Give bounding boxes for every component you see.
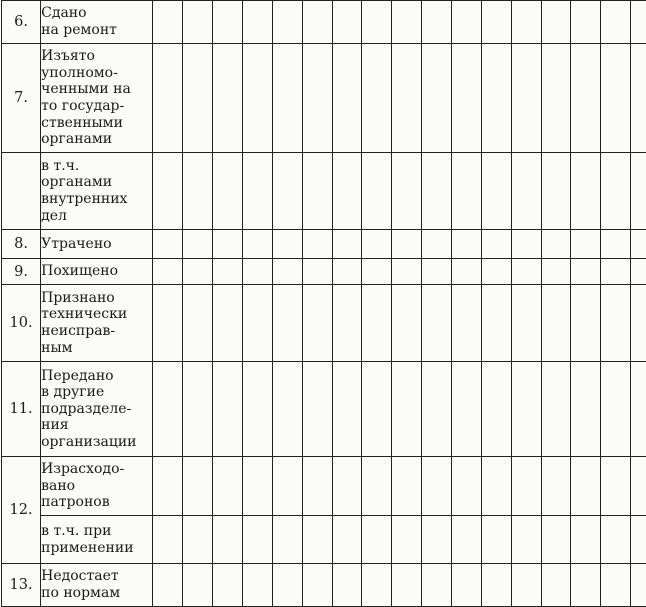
table-row — [2, 259, 646, 285]
blank-entry-cell — [422, 230, 452, 259]
blank-entry-cell — [631, 564, 646, 607]
blank-entry-cell — [302, 516, 332, 564]
blank-entry-cell — [422, 564, 452, 607]
blank-entry-cell — [302, 285, 332, 362]
blank-entry-cell — [153, 153, 183, 230]
blank-entry-cell — [362, 259, 392, 285]
blank-entry-cell — [511, 1, 541, 44]
table-row — [2, 1, 646, 44]
blank-entry-cell — [392, 153, 422, 230]
blank-entry-cell — [242, 259, 272, 285]
blank-entry-cell — [631, 230, 646, 259]
blank-entry-cell — [541, 516, 571, 564]
blank-entry-cell — [302, 259, 332, 285]
blank-entry-cell — [481, 153, 511, 230]
row-number: 8. — [2, 230, 41, 259]
blank-entry-cell — [571, 564, 601, 607]
blank-entry-cell — [183, 564, 213, 607]
blank-entry-cell — [392, 564, 422, 607]
blank-entry-cell — [153, 564, 183, 607]
blank-entry-cell — [511, 516, 541, 564]
blank-entry-cell — [332, 44, 362, 153]
blank-entry-cell — [422, 259, 452, 285]
blank-entry-cell — [631, 457, 646, 516]
blank-entry-cell — [601, 516, 631, 564]
blank-entry-cell — [153, 362, 183, 457]
blank-entry-cell — [601, 457, 631, 516]
blank-entry-cell — [272, 516, 302, 564]
blank-entry-cell — [631, 362, 646, 457]
blank-entry-cell — [541, 564, 571, 607]
row-label: Утрачено — [41, 230, 153, 259]
row-label: Признано технически неисправ- ным — [41, 285, 153, 362]
blank-entry-cell — [183, 153, 213, 230]
blank-entry-cell — [213, 1, 243, 44]
blank-entry-cell — [153, 44, 183, 153]
blank-entry-cell — [332, 1, 362, 44]
row-label: в т.ч. органами внутренних дел — [41, 153, 153, 230]
table-row — [2, 457, 646, 516]
blank-entry-cell — [332, 457, 362, 516]
blank-entry-cell — [601, 362, 631, 457]
blank-entry-cell — [153, 230, 183, 259]
blank-entry-cell — [571, 285, 601, 362]
blank-entry-cell — [242, 457, 272, 516]
blank-entry-cell — [272, 285, 302, 362]
blank-entry-cell — [183, 362, 213, 457]
blank-entry-cell — [601, 285, 631, 362]
blank-entry-cell — [601, 44, 631, 153]
table-row — [2, 44, 646, 153]
row-number: 10. — [2, 285, 41, 362]
blank-entry-cell — [481, 44, 511, 153]
blank-entry-cell — [392, 516, 422, 564]
blank-entry-cell — [422, 285, 452, 362]
row-number — [2, 153, 41, 230]
blank-entry-cell — [481, 564, 511, 607]
row-label: Передано в другие подразделе- ния организации — [41, 362, 153, 457]
blank-entry-cell — [272, 362, 302, 457]
blank-entry-cell — [631, 259, 646, 285]
blank-entry-cell — [153, 1, 183, 44]
blank-entry-cell — [422, 362, 452, 457]
table-row — [2, 230, 646, 259]
blank-entry-cell — [362, 44, 392, 153]
blank-entry-cell — [153, 457, 183, 516]
blank-entry-cell — [631, 153, 646, 230]
blank-entry-cell — [213, 564, 243, 607]
blank-entry-cell — [571, 259, 601, 285]
blank-entry-cell — [183, 516, 213, 564]
blank-entry-cell — [213, 259, 243, 285]
table-row — [2, 362, 646, 457]
table-row — [2, 285, 646, 362]
row-number: 12. — [2, 457, 41, 564]
blank-entry-cell — [601, 153, 631, 230]
blank-entry-cell — [511, 285, 541, 362]
blank-entry-cell — [541, 285, 571, 362]
blank-entry-cell — [451, 230, 481, 259]
blank-entry-cell — [332, 564, 362, 607]
blank-entry-cell — [422, 44, 452, 153]
blank-entry-cell — [451, 516, 481, 564]
blank-entry-cell — [332, 285, 362, 362]
blank-entry-cell — [272, 44, 302, 153]
table-row — [2, 516, 646, 564]
blank-entry-cell — [362, 230, 392, 259]
blank-entry-cell — [541, 362, 571, 457]
blank-entry-cell — [183, 44, 213, 153]
blank-entry-cell — [541, 1, 571, 44]
blank-entry-cell — [601, 1, 631, 44]
blank-entry-cell — [183, 259, 213, 285]
blank-entry-cell — [302, 564, 332, 607]
blank-entry-cell — [242, 153, 272, 230]
blank-entry-cell — [481, 516, 511, 564]
blank-entry-cell — [571, 44, 601, 153]
blank-entry-cell — [213, 516, 243, 564]
row-label: Сдано на ремонт — [41, 1, 153, 44]
blank-entry-cell — [242, 285, 272, 362]
blank-entry-cell — [631, 516, 646, 564]
blank-entry-cell — [571, 230, 601, 259]
blank-entry-cell — [272, 564, 302, 607]
blank-entry-cell — [481, 285, 511, 362]
blank-entry-cell — [392, 457, 422, 516]
weapons-accounting-table — [1, 0, 646, 607]
blank-entry-cell — [272, 1, 302, 44]
blank-entry-cell — [302, 362, 332, 457]
blank-entry-cell — [392, 362, 422, 457]
blank-entry-cell — [332, 516, 362, 564]
table-row — [2, 564, 646, 607]
blank-entry-cell — [422, 457, 452, 516]
blank-entry-cell — [451, 564, 481, 607]
blank-entry-cell — [213, 44, 243, 153]
blank-entry-cell — [362, 285, 392, 362]
blank-entry-cell — [601, 259, 631, 285]
blank-entry-cell — [242, 44, 272, 153]
blank-entry-cell — [422, 1, 452, 44]
blank-entry-cell — [272, 259, 302, 285]
blank-entry-cell — [451, 457, 481, 516]
blank-entry-cell — [362, 457, 392, 516]
blank-entry-cell — [362, 564, 392, 607]
blank-entry-cell — [481, 457, 511, 516]
blank-entry-cell — [242, 516, 272, 564]
blank-entry-cell — [511, 44, 541, 153]
blank-entry-cell — [601, 230, 631, 259]
blank-entry-cell — [541, 230, 571, 259]
blank-entry-cell — [213, 285, 243, 362]
row-label: Израсходо- вано патронов — [41, 457, 153, 516]
blank-entry-cell — [153, 285, 183, 362]
blank-entry-cell — [242, 230, 272, 259]
blank-entry-cell — [332, 153, 362, 230]
blank-entry-cell — [332, 230, 362, 259]
table-body — [2, 1, 646, 607]
blank-entry-cell — [392, 1, 422, 44]
blank-entry-cell — [362, 1, 392, 44]
blank-entry-cell — [481, 1, 511, 44]
blank-entry-cell — [213, 362, 243, 457]
blank-entry-cell — [451, 285, 481, 362]
row-number: 6. — [2, 1, 41, 44]
row-number: 11. — [2, 362, 41, 457]
blank-entry-cell — [272, 230, 302, 259]
blank-entry-cell — [153, 516, 183, 564]
blank-entry-cell — [242, 564, 272, 607]
blank-entry-cell — [571, 457, 601, 516]
blank-entry-cell — [153, 259, 183, 285]
blank-entry-cell — [451, 1, 481, 44]
blank-entry-cell — [392, 259, 422, 285]
row-label: Изъято уполномо- ченными на то государ- ственными органами — [41, 44, 153, 153]
blank-entry-cell — [481, 230, 511, 259]
blank-entry-cell — [451, 362, 481, 457]
blank-entry-cell — [481, 259, 511, 285]
blank-entry-cell — [213, 457, 243, 516]
blank-entry-cell — [302, 153, 332, 230]
row-label: Похищено — [41, 259, 153, 285]
blank-entry-cell — [242, 362, 272, 457]
table-row — [2, 153, 646, 230]
blank-entry-cell — [302, 44, 332, 153]
blank-entry-cell — [631, 1, 646, 44]
blank-entry-cell — [511, 564, 541, 607]
blank-entry-cell — [631, 44, 646, 153]
blank-entry-cell — [392, 44, 422, 153]
blank-entry-cell — [601, 564, 631, 607]
blank-entry-cell — [272, 457, 302, 516]
blank-entry-cell — [451, 259, 481, 285]
blank-entry-cell — [481, 362, 511, 457]
blank-entry-cell — [272, 153, 302, 230]
blank-entry-cell — [362, 516, 392, 564]
blank-entry-cell — [511, 362, 541, 457]
blank-entry-cell — [183, 457, 213, 516]
blank-entry-cell — [571, 153, 601, 230]
blank-entry-cell — [541, 259, 571, 285]
blank-entry-cell — [392, 230, 422, 259]
blank-entry-cell — [213, 230, 243, 259]
blank-entry-cell — [242, 1, 272, 44]
blank-entry-cell — [511, 153, 541, 230]
blank-entry-cell — [571, 1, 601, 44]
blank-entry-cell — [213, 153, 243, 230]
blank-entry-cell — [511, 457, 541, 516]
blank-entry-cell — [183, 1, 213, 44]
blank-entry-cell — [511, 259, 541, 285]
blank-entry-cell — [332, 259, 362, 285]
blank-entry-cell — [422, 516, 452, 564]
blank-entry-cell — [302, 230, 332, 259]
blank-entry-cell — [571, 362, 601, 457]
blank-entry-cell — [451, 153, 481, 230]
blank-entry-cell — [183, 230, 213, 259]
blank-entry-cell — [541, 153, 571, 230]
row-number: 9. — [2, 259, 41, 285]
row-label: Недостает по нормам — [41, 564, 153, 607]
blank-entry-cell — [422, 153, 452, 230]
blank-entry-cell — [302, 1, 332, 44]
row-label: в т.ч. при применении — [41, 516, 153, 564]
blank-entry-cell — [332, 362, 362, 457]
blank-entry-cell — [451, 44, 481, 153]
blank-entry-cell — [631, 285, 646, 362]
blank-entry-cell — [571, 516, 601, 564]
blank-entry-cell — [362, 153, 392, 230]
blank-entry-cell — [511, 230, 541, 259]
row-number: 13. — [2, 564, 41, 607]
blank-entry-cell — [541, 44, 571, 153]
blank-entry-cell — [392, 285, 422, 362]
row-number: 7. — [2, 44, 41, 153]
blank-entry-cell — [302, 457, 332, 516]
blank-entry-cell — [362, 362, 392, 457]
blank-entry-cell — [541, 457, 571, 516]
blank-entry-cell — [183, 285, 213, 362]
